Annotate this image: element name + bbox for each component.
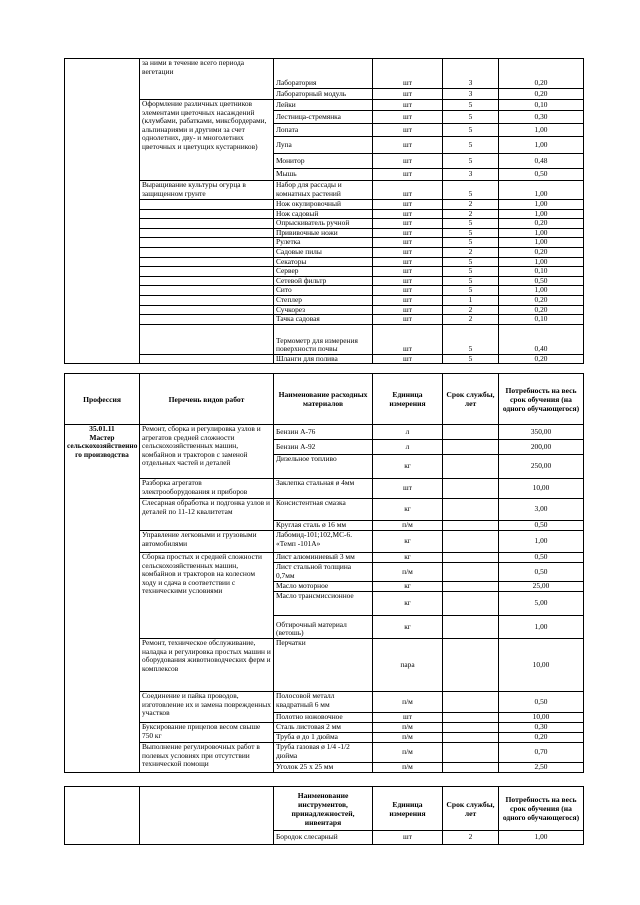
- life-cell: 3: [443, 89, 499, 100]
- table-row: [65, 305, 584, 315]
- work-cell: Ремонт, сборка и регулировка узлов и агрегатов средней сложности сельскохозяйственных машин, комбайнов и тракторов с заменой отдельных частей и деталей: [140, 425, 274, 479]
- item-cell: Мышь: [274, 169, 373, 181]
- item-cell: Прививочные ножи: [274, 228, 373, 238]
- item-cell: Лестница-стремянка: [274, 111, 373, 124]
- table-header-row: [65, 787, 584, 831]
- need-cell: 1,00: [499, 137, 584, 154]
- life-cell: 5: [443, 238, 499, 248]
- item-cell: Монитор: [274, 154, 373, 169]
- item-cell: Полотно ножовочное: [274, 713, 373, 723]
- life-cell: 2: [443, 315, 499, 325]
- unit-cell: пара: [373, 639, 443, 692]
- need-cell: 0,20: [499, 354, 584, 364]
- work-cell-empty: [140, 247, 274, 257]
- life-cell-empty: [443, 692, 499, 713]
- unit-cell: шт: [373, 89, 443, 100]
- header-life: Срок службы, лет: [443, 787, 499, 831]
- need-cell: 1,00: [499, 238, 584, 248]
- item-cell: Нож садовый: [274, 209, 373, 219]
- work-cell: Соединение и пайка проводов, изготовление их и замена поврежденных участков: [140, 692, 274, 723]
- need-cell: 0,20: [499, 305, 584, 315]
- table-row: [65, 219, 584, 229]
- work-cell-empty: [140, 276, 274, 286]
- life-cell: 5: [443, 219, 499, 229]
- need-cell: 0,48: [499, 154, 584, 169]
- life-cell: 5: [443, 324, 499, 354]
- item-cell: Лабомид-101;102,МС-6. «Темп -101А»: [274, 531, 373, 553]
- work-cell-empty: [140, 228, 274, 238]
- need-cell: 0,40: [499, 324, 584, 354]
- unit-cell: шт: [373, 276, 443, 286]
- unit-cell: кг: [373, 455, 443, 479]
- unit-cell: шт: [373, 479, 443, 499]
- need-cell: 0,20: [499, 247, 584, 257]
- item-cell: Консистентная смазка: [274, 499, 373, 521]
- need-cell: 0,50: [499, 169, 584, 181]
- need-cell: 1,00: [499, 616, 584, 639]
- table-row: [65, 723, 584, 733]
- table-row: [65, 238, 584, 248]
- need-cell: 350,00: [499, 425, 584, 440]
- life-cell-empty: [443, 521, 499, 531]
- unit-cell: л: [373, 425, 443, 440]
- table-row: [65, 479, 584, 499]
- header-works: Перечень видов работ: [140, 374, 274, 425]
- table-row: [65, 267, 584, 277]
- work-cell-empty: [140, 238, 274, 248]
- work-cell: Выполнение регулировочных работ в полевых условиях при отсутствии технической помощи: [140, 743, 274, 773]
- work-cell: Разборка агрегатов электрооборудования и приборов: [140, 479, 274, 499]
- need-cell: 0,50: [499, 276, 584, 286]
- item-cell: Набор для рассады и комнатных растений: [274, 181, 373, 200]
- unit-cell: шт: [373, 228, 443, 238]
- table-row: [65, 743, 584, 763]
- unit-cell: п/м: [373, 733, 443, 743]
- work-cell-empty: [140, 209, 274, 219]
- item-cell: Уголок 25 х 25 мм: [274, 763, 373, 773]
- life-cell: 2: [443, 305, 499, 315]
- life-cell: 2: [443, 247, 499, 257]
- item-cell: Секаторы: [274, 257, 373, 267]
- need-cell: 250,00: [499, 455, 584, 479]
- life-cell-empty: [443, 563, 499, 582]
- life-cell-empty: [443, 743, 499, 763]
- life-cell: 5: [443, 228, 499, 238]
- item-cell: Масло моторное: [274, 582, 373, 592]
- table-row: [65, 553, 584, 563]
- item-cell: Опрыскиватель ручной: [274, 219, 373, 229]
- work-cell: Сборка простых и средней сложности сельскохозяйственных машин, комбайнов и тракторов на колесном ходу и сдача в соответствии с техническими условиями: [140, 553, 274, 639]
- header-life: Срок службы, лет: [443, 374, 499, 425]
- item-cell: Полосовой металл квадратный 6 мм: [274, 692, 373, 713]
- need-cell: 0,10: [499, 315, 584, 325]
- table-row: [65, 315, 584, 325]
- item-cell: Лабораторный модуль: [274, 89, 373, 100]
- header-profession: Профессия: [65, 374, 140, 425]
- need-cell: 0,20: [499, 59, 584, 89]
- unit-cell: л: [373, 440, 443, 455]
- unit-cell: шт: [373, 315, 443, 325]
- life-cell-empty: [443, 723, 499, 733]
- unit-cell: кг: [373, 553, 443, 563]
- need-cell: 0,10: [499, 267, 584, 277]
- life-cell-empty: [443, 499, 499, 521]
- item-cell: Лейки: [274, 100, 373, 111]
- work-cell-empty: [140, 787, 274, 845]
- unit-cell: кг: [373, 616, 443, 639]
- work-cell-empty: [140, 324, 274, 354]
- unit-cell: кг: [373, 582, 443, 592]
- table-row: [65, 181, 584, 200]
- profession-cell: [65, 425, 140, 773]
- item-cell: Лаборатория: [274, 59, 373, 89]
- need-cell: 1,00: [499, 257, 584, 267]
- table-row: [65, 499, 584, 521]
- item-cell: Лупа: [274, 137, 373, 154]
- profession-cell-empty: [65, 59, 140, 364]
- life-cell: 5: [443, 154, 499, 169]
- life-cell-empty: [443, 553, 499, 563]
- life-cell-empty: [443, 616, 499, 639]
- unit-cell: шт: [373, 713, 443, 723]
- unit-cell: п/м: [373, 692, 443, 713]
- table-row: [65, 276, 584, 286]
- item-cell: Тачка садовая: [274, 315, 373, 325]
- unit-cell: шт: [373, 111, 443, 124]
- work-cell-empty: [140, 305, 274, 315]
- item-cell: Бензин А-76: [274, 425, 373, 440]
- life-cell-empty: [443, 733, 499, 743]
- tools-table: [64, 786, 584, 845]
- item-cell: Бензин А-92: [274, 440, 373, 455]
- work-cell-empty: [140, 200, 274, 210]
- item-cell: Шланги для полива: [274, 354, 373, 364]
- unit-cell: шт: [373, 286, 443, 296]
- item-cell: Обтирочный материал (ветошь): [274, 616, 373, 639]
- unit-cell: кг: [373, 531, 443, 553]
- need-cell: 1,00: [499, 286, 584, 296]
- item-cell: Дизельное топливо: [274, 455, 373, 479]
- item-cell: Степлер: [274, 295, 373, 305]
- work-cell: Слесарная обработка и подгонка узлов и деталей по 11-12 квалитетам: [140, 499, 274, 531]
- need-cell: 1,00: [499, 209, 584, 219]
- header-unit: Единица измерения: [373, 374, 443, 425]
- life-cell-empty: [443, 639, 499, 692]
- work-cell: Ремонт, техническое обслуживание, наладка и регулировка простых машин и оборудования животноводческих ферм и комплексов: [140, 639, 274, 692]
- life-cell-empty: [443, 479, 499, 499]
- item-cell: Сито: [274, 286, 373, 296]
- unit-cell: шт: [373, 100, 443, 111]
- need-cell: 1,00: [499, 831, 584, 845]
- need-cell: 10,00: [499, 479, 584, 499]
- item-cell: Сетевой фильтр: [274, 276, 373, 286]
- life-cell-empty: [443, 592, 499, 616]
- life-cell: 3: [443, 59, 499, 89]
- work-cell: за ними в течение всего периода вегетации: [140, 59, 274, 100]
- work-cell: Буксирование прицепов весом свыше 750 кг: [140, 723, 274, 743]
- item-cell: Сучкорез: [274, 305, 373, 315]
- life-cell: 5: [443, 354, 499, 364]
- header-tools: Наименование инструментов, принадлежностей, инвентаря: [274, 787, 373, 831]
- profession-title: Мастер сельскохозяйственно го производства: [67, 432, 138, 459]
- need-cell: 10,00: [499, 639, 584, 692]
- item-cell: Бородок слесарный: [274, 831, 373, 845]
- life-cell-empty: [443, 531, 499, 553]
- unit-cell: шт: [373, 324, 443, 354]
- need-cell: 0,20: [499, 733, 584, 743]
- need-cell: 5,00: [499, 592, 584, 616]
- unit-cell: шт: [373, 247, 443, 257]
- unit-cell: шт: [373, 124, 443, 137]
- table-row: [65, 257, 584, 267]
- table-row: [65, 228, 584, 238]
- profession-cell-empty: [65, 787, 140, 845]
- work-cell-empty: [140, 286, 274, 296]
- table-row: [65, 247, 584, 257]
- unit-cell: п/м: [373, 563, 443, 582]
- work-cell-empty: [140, 354, 274, 364]
- need-cell: 0,30: [499, 111, 584, 124]
- unit-cell: шт: [373, 200, 443, 210]
- unit-cell: шт: [373, 137, 443, 154]
- table-row: [65, 324, 584, 354]
- need-cell: 0,10: [499, 100, 584, 111]
- table-row: [65, 209, 584, 219]
- table-row: [65, 639, 584, 692]
- life-cell: 5: [443, 276, 499, 286]
- work-cell-empty: [140, 219, 274, 229]
- unit-cell: шт: [373, 169, 443, 181]
- item-cell: Перчатки: [274, 639, 373, 692]
- profession-code: 35.01.11: [89, 424, 115, 433]
- table-row: [65, 425, 584, 440]
- need-cell: 200,00: [499, 440, 584, 455]
- need-cell: 1,00: [499, 124, 584, 137]
- work-cell-empty: [140, 267, 274, 277]
- life-cell-empty: [443, 455, 499, 479]
- need-cell: 1,00: [499, 200, 584, 210]
- unit-cell: шт: [373, 257, 443, 267]
- table-row: [65, 100, 584, 111]
- header-unit: Единица измерения: [373, 787, 443, 831]
- item-cell: Термометр для измерения поверхности почвы: [274, 324, 373, 354]
- unit-cell: шт: [373, 354, 443, 364]
- need-cell: 1,00: [499, 531, 584, 553]
- item-cell: Масло трансмиссионное: [274, 592, 373, 616]
- unit-cell: шт: [373, 831, 443, 845]
- unit-cell: шт: [373, 59, 443, 89]
- need-cell: 0,50: [499, 553, 584, 563]
- table-row: [65, 286, 584, 296]
- need-cell: 1,00: [499, 228, 584, 238]
- item-cell: Нож окулировочный: [274, 200, 373, 210]
- table-row: [65, 200, 584, 210]
- unit-cell: шт: [373, 305, 443, 315]
- table-row: [65, 692, 584, 713]
- work-cell-empty: [140, 257, 274, 267]
- work-cell: Управление легковыми и грузовыми автомобилями: [140, 531, 274, 553]
- header-need: Потребность на весь срок обучения (на одного обучающегося): [499, 787, 584, 831]
- unit-cell: шт: [373, 209, 443, 219]
- need-cell: 10,00: [499, 713, 584, 723]
- need-cell: 0,50: [499, 521, 584, 531]
- table-row: [65, 354, 584, 364]
- need-cell: 0,20: [499, 295, 584, 305]
- life-cell: 5: [443, 286, 499, 296]
- item-cell: Лопата: [274, 124, 373, 137]
- item-cell: Труба газовая ø 1/4 -1/2 дюйма: [274, 743, 373, 763]
- life-cell: 2: [443, 209, 499, 219]
- life-cell: 5: [443, 181, 499, 200]
- work-cell: Оформление различных цветников элементами цветочных насаждений (клумбами, рабатками, миксбордерами, альпинариями и другими за счет однолетних, дву- и многолетних цветочных и цветущих кустарников): [140, 100, 274, 181]
- item-cell: Лист алюминиевый 3 мм: [274, 553, 373, 563]
- unit-cell: п/м: [373, 763, 443, 773]
- need-cell: 0,20: [499, 89, 584, 100]
- life-cell: 2: [443, 831, 499, 845]
- life-cell: 5: [443, 100, 499, 111]
- item-cell: Сталь листовая 2 мм: [274, 723, 373, 733]
- unit-cell: шт: [373, 238, 443, 248]
- equipment-table: [64, 58, 584, 364]
- life-cell-empty: [443, 425, 499, 440]
- materials-table: [64, 373, 584, 773]
- item-cell: Труба ø до 1 дюйма: [274, 733, 373, 743]
- item-cell: Сервер: [274, 267, 373, 277]
- life-cell-empty: [443, 713, 499, 723]
- need-cell: 25,00: [499, 582, 584, 592]
- item-cell: Рулетка: [274, 238, 373, 248]
- life-cell: 5: [443, 267, 499, 277]
- need-cell: 0,20: [499, 219, 584, 229]
- unit-cell: шт: [373, 181, 443, 200]
- life-cell-empty: [443, 582, 499, 592]
- need-cell: 2,50: [499, 763, 584, 773]
- need-cell: 3,00: [499, 499, 584, 521]
- unit-cell: п/м: [373, 743, 443, 763]
- table-row: [65, 59, 584, 89]
- unit-cell: шт: [373, 295, 443, 305]
- need-cell: 0,30: [499, 723, 584, 733]
- table-row: [65, 531, 584, 553]
- work-cell-empty: [140, 295, 274, 305]
- life-cell: 5: [443, 137, 499, 154]
- work-cell-empty: [140, 315, 274, 325]
- header-need: Потребность на весь срок обучения (на одного обучающегося): [499, 374, 584, 425]
- unit-cell: кг: [373, 499, 443, 521]
- unit-cell: кг: [373, 592, 443, 616]
- life-cell: 3: [443, 169, 499, 181]
- need-cell: 0,50: [499, 692, 584, 713]
- item-cell: Лист стальной толщина 0,7мм: [274, 563, 373, 582]
- unit-cell: п/м: [373, 723, 443, 733]
- need-cell: 0,70: [499, 743, 584, 763]
- item-cell: Садовые пилы: [274, 247, 373, 257]
- header-materials: Наименование расходных материалов: [274, 374, 373, 425]
- item-cell: Круглая сталь ø 16 мм: [274, 521, 373, 531]
- life-cell-empty: [443, 440, 499, 455]
- unit-cell: шт: [373, 219, 443, 229]
- life-cell: 2: [443, 200, 499, 210]
- life-cell: 5: [443, 124, 499, 137]
- life-cell-empty: [443, 763, 499, 773]
- life-cell: 5: [443, 111, 499, 124]
- work-cell: Выращивание культуры огурца в защищенном грунте: [140, 181, 274, 200]
- unit-cell: шт: [373, 267, 443, 277]
- unit-cell: п/м: [373, 521, 443, 531]
- table-header-row: [65, 374, 584, 425]
- life-cell: 5: [443, 257, 499, 267]
- unit-cell: шт: [373, 154, 443, 169]
- item-cell: Заклепка стальная ø 4мм: [274, 479, 373, 499]
- need-cell: 1,00: [499, 181, 584, 200]
- table-row: [65, 295, 584, 305]
- need-cell: 0,50: [499, 563, 584, 582]
- life-cell: 1: [443, 295, 499, 305]
